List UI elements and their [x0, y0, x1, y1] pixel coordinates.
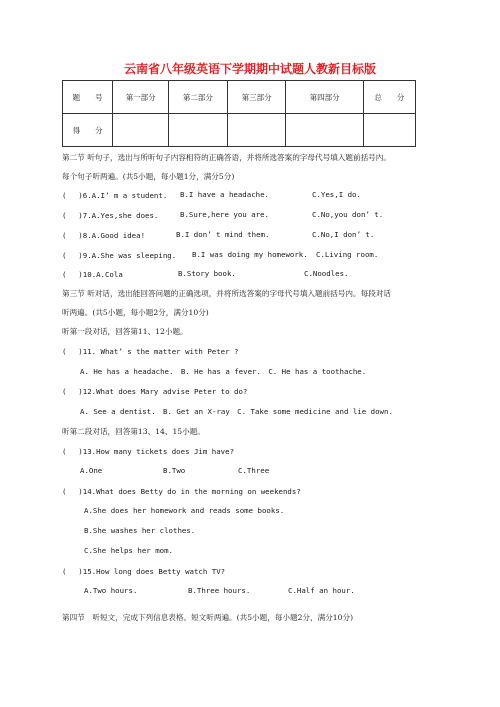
- score-row-label: 得 分: [63, 114, 113, 147]
- question-12: ( )12.What does Mary advise Peter to do?: [62, 387, 248, 396]
- question-13-c: C.Three: [238, 466, 270, 475]
- question-15-c: C.Half an hour.: [288, 586, 355, 595]
- score-cell: [113, 114, 169, 147]
- section2-instruction: 第二节 听句子，选出与所听句子内容相符的正确答语，并将所选答案的字母代号填入题前括号内。: [62, 153, 391, 162]
- score-cell: [363, 114, 415, 147]
- question-8-c: C.No,I don’ t.: [312, 230, 375, 239]
- score-cell: [227, 114, 286, 147]
- question-15-b: B.Three hours.: [188, 586, 251, 595]
- score-header-cell: 题 号: [63, 81, 113, 114]
- score-header-cell: 第四部分: [286, 81, 363, 114]
- question-10-a: ( )10.A.Cola: [62, 270, 123, 279]
- question-10-c: C.Noodles.: [304, 269, 349, 278]
- question-14-b: B.She washes her clothes.: [84, 526, 196, 535]
- question-12-options: A. See a dentist. B. Get an X-ray C. Take some medicine and lie down.: [80, 407, 393, 416]
- question-14-a: A.She does her homework and reads some books.: [84, 506, 285, 515]
- score-table: [62, 80, 416, 147]
- section3-instruction: 第三节 听对话，选出能回答问题的正确选项，并将所选答案的字母代号填入题前括号内。每段对话: [62, 289, 391, 298]
- question-14-c: C.She helps her mom.: [84, 546, 173, 555]
- score-header-cell: 总 分: [363, 81, 415, 114]
- score-cell: [169, 114, 228, 147]
- question-15-a: A.Two hours.: [84, 586, 138, 595]
- question-13-b: B.Two: [163, 466, 186, 475]
- score-cell: [286, 114, 363, 147]
- score-header-cell: 第二部分: [169, 81, 228, 114]
- question-13: ( )13.How many tickets does Jim have?: [62, 447, 235, 456]
- question-8-a: ( )8.A.Good idea!: [62, 231, 146, 240]
- question-7-c: C.No,you don’ t.: [312, 210, 384, 219]
- question-6-c: C.Yes,I do.: [312, 190, 361, 199]
- question-8-b: B.I don’ t mind them.: [176, 230, 270, 239]
- question-11: ( )11. What’ s the matter with Peter ?: [62, 347, 239, 356]
- score-header-cell: 第三部分: [227, 81, 286, 114]
- question-9-a: ( )9.A.She was sleeping.: [62, 251, 177, 260]
- question-15: ( )15.How long does Betty watch TV?: [62, 567, 226, 576]
- question-14: ( )14.What does Betty do in the morning on weekends?: [62, 487, 301, 496]
- section4-instruction: 第四节 听短文，完成下列信息表格。短文听两遍。(共5小题，每小题2分，满分10分): [62, 613, 354, 622]
- dialog-1-heading: 听第一段对话，回答第11、12小题。: [62, 327, 188, 336]
- section3-instruction-cont: 听两遍。(共5小题，每小题2分，满分10分): [62, 308, 209, 317]
- question-7-b: B.Sure,here you are.: [180, 210, 269, 219]
- question-7-a: ( )7.A.Yes,she does.: [62, 211, 159, 220]
- question-10-b: B.Story book.: [178, 269, 236, 278]
- question-11-options: A. He has a headache. B. He has a fever. C. He has a toothache.: [80, 367, 367, 376]
- question-13-a: A.One: [80, 466, 103, 475]
- question-6-a: ( )6.A.I’ m a student.: [62, 191, 168, 200]
- section2-instruction-cont: 每个句子听两遍。(共5小题，每小题1分，满分5分): [62, 172, 235, 181]
- page-title: 云南省八年级英语下学期期中试题人教新目标版: [123, 62, 376, 76]
- question-9-c: C.Living room.: [316, 250, 379, 259]
- score-header-cell: 第一部分: [113, 81, 169, 114]
- question-9-b: B.I was doing my homework.: [192, 250, 308, 259]
- dialog-2-heading: 听第二段对话，回答第13、14、15小题。: [62, 427, 205, 436]
- question-6-b: B.I have a headache.: [180, 190, 269, 199]
